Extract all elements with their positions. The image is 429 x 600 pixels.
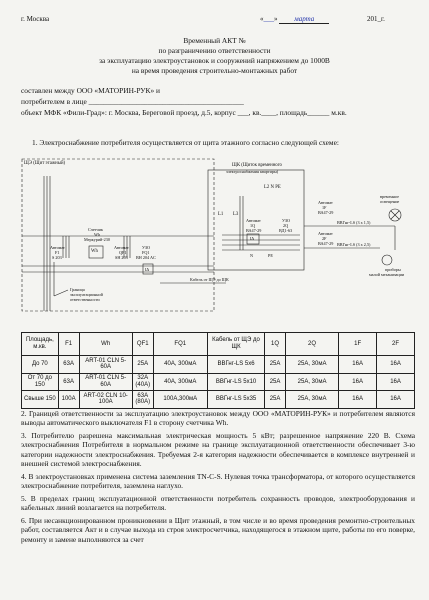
devices-label-1: приборы	[385, 267, 401, 272]
cell: 25А	[265, 373, 286, 391]
cell: ВВГнг-LS 5х35	[207, 391, 264, 409]
devices-label-2: малой механизации	[369, 272, 405, 277]
date-year: 201	[367, 15, 378, 23]
cell: 100А,300мА	[153, 391, 207, 409]
cable-2-label: ВВГнг-LS (3 х 2,5)	[337, 242, 371, 247]
panel-temp-label-2: электроснабжения квартиры)	[226, 169, 279, 174]
floor-panel-box	[22, 159, 214, 311]
th-cable: Кабель от ЩЭ до ЩК	[207, 333, 264, 356]
paragraph-3: 3. Потребителю разрешена максимальная электрическая мощность 5 кВт; разрешенное напряжение 220 В. Схема электроснабжения Потребителя в нормальном режиме на границе эксплуатационной ответственности обеспечивает 3-ю категории надежности электроснабжения. Требуемая 2-я категория надежности обеспечивается в комплексе внутренней и внешней системой электроснабжения.	[21, 431, 415, 469]
auto-2f-label-3: ВА47-29	[318, 241, 334, 246]
uzo-fq1-label-1: УЗО	[142, 245, 151, 250]
cell: Свыше 150	[22, 391, 59, 409]
section-1: 1. Электроснабжение потребителя осуществляется от щита этажного согласно следующей схеме:	[32, 138, 339, 147]
cell: 63А	[58, 356, 79, 374]
auto-1q-label-3: ВА47-29	[246, 228, 262, 233]
th-2f: 2F	[377, 333, 415, 356]
panel-floor-label: ЩЭ (Щит этажный)	[24, 161, 66, 166]
uzo-2q-label-1: УЗО	[282, 218, 291, 223]
uzo-2q-label-3: ВД1-63	[279, 228, 293, 233]
border-label-1: Граница	[70, 287, 85, 292]
title-line-4: на время проведения строительно-монтажных работ	[131, 66, 298, 75]
cell: 16А	[339, 356, 377, 374]
title-line-1: Временный АКТ №	[183, 36, 246, 45]
auto-f1-label-2: F1	[55, 250, 60, 255]
th-1f: 1F	[339, 333, 377, 356]
border-label-2: эксплуатационной	[70, 292, 103, 297]
cell: ВВГнг-LS 5х10	[207, 373, 264, 391]
cable-1-label: ВВГнг-LS (3 х 1,5)	[337, 220, 371, 225]
auto-1q-label-1: Автомат	[246, 218, 261, 223]
cell: 25А, 30мА	[285, 356, 338, 374]
auto-2f-label-1: Автомат	[318, 231, 333, 236]
meter-label-3: Меркурий-230	[84, 237, 110, 242]
table-header-row	[22, 333, 415, 356]
auto-qf1-label-2: QF1	[119, 250, 127, 255]
cell: ART-01 CLN 5-60А	[79, 356, 132, 374]
paragraph-4: 4. В электроустановках применена система заземления TN-C-S. Нулевая точка трансформатора, от которого осуществляется электроснабжение потребителя, заземлена наглухо.	[21, 472, 415, 491]
auto-1f-label-1: Автомат	[318, 200, 333, 205]
auto-2f-label-2: 2F	[322, 236, 327, 241]
l3-label: L3	[233, 212, 239, 217]
auto-qf1-label-1: Автомат	[114, 245, 129, 250]
auto-f1-label-1: Автомат	[50, 245, 65, 250]
th-f1: F1	[58, 333, 79, 356]
uzo-fq1-label-3: BH 204 AC	[136, 255, 156, 260]
th-wh: Wh	[79, 333, 132, 356]
l2npe-label: L2 N PE	[264, 185, 281, 190]
uzo-fq1-label-2: FQ1	[142, 250, 150, 255]
cell: 25А, 30мА	[285, 373, 338, 391]
l1-label: L1	[218, 212, 224, 217]
date-line: «___» марта 201_г.	[260, 15, 385, 23]
cell: 25А	[265, 391, 286, 409]
cell: 40А, 300мА	[153, 356, 207, 374]
table-row	[22, 356, 415, 374]
panel-temp-label-1: ЩК (Щиток временного	[232, 163, 282, 168]
cable-shche-label: Кабель от ЩЭ до ЩК	[190, 277, 229, 282]
intro-line-1: составлен между ООО «МАТОРИН-РУК» и	[21, 86, 160, 95]
title-line-3: за эксплуатацию электроустановок и сооружений напряжением до 1000В	[99, 56, 330, 65]
paragraph-6: 6. При несанкционированном проникновении в Щит этажный, в том числе и во время проведения ремонтно-строительных работ, составляется Акт и в случае выхода из строя электросчетчика, находящегося в этажном щите, работы по его поверке, ремонту и замене выполняются за счет	[21, 516, 415, 544]
cell: 32А (40А)	[132, 373, 153, 391]
table-row	[22, 391, 415, 409]
cell: 63А (80А)	[132, 391, 153, 409]
cell: 40А, 300мА	[153, 373, 207, 391]
auto-1q-label-2: 1Q	[250, 223, 256, 228]
uzo-2q-symbol: IΔ	[250, 236, 255, 241]
cell: 16А	[377, 356, 415, 374]
cell: 25А	[265, 356, 286, 374]
cell: 25А, 30мА	[285, 391, 338, 409]
date-quote-open: «	[260, 15, 264, 23]
meter-label-1: Счетчик	[88, 227, 103, 232]
cell: ART-02 CLN 10-100А	[79, 391, 132, 409]
paragraph-2: 2. Границей ответственности за эксплуатацию электроустановок между ООО «МАТОРИН-РУК» и потребителем являются выводы автоматического выключателя F1 в сторону счетчика Wh.	[21, 409, 415, 428]
cell: От 70 до 150	[22, 373, 59, 391]
date-year-suffix: г.	[381, 15, 385, 23]
pe-bus-label: PE	[268, 253, 273, 258]
auto-1f-label-3: ВА47-29	[318, 210, 334, 215]
lighting-label-2: освещение	[380, 199, 400, 204]
n-bus-label: N	[250, 253, 254, 258]
th-qf1: QF1	[132, 333, 153, 356]
cell: 16А	[339, 391, 377, 409]
uzo-fq1-symbol: IΔ	[145, 267, 150, 272]
cell: 100А	[58, 391, 79, 409]
table-row	[22, 373, 415, 391]
date-day: ___	[263, 15, 274, 23]
th-1q: 1Q	[265, 333, 286, 356]
city: г. Москва	[21, 15, 50, 23]
cell: 16А	[339, 373, 377, 391]
paragraph-5: 5. В пределах границ эксплуатационной ответственности потребитель сохранность проводов, электрооборудования и кабельных линий возлагается на потребителя.	[21, 494, 415, 513]
cell: 16А	[377, 391, 415, 409]
uzo-2q-label-2: 2Q	[283, 223, 289, 228]
th-fq1: FQ1	[153, 333, 207, 356]
meter-label-2: Wh	[94, 232, 101, 237]
socket-symbol	[382, 255, 392, 265]
cell: До 70	[22, 356, 59, 374]
lighting-label-1: временное	[380, 194, 399, 199]
auto-f1-label-3: S 203	[52, 255, 62, 260]
cell: ВВГнг-LS 5х6	[207, 356, 264, 374]
date-month: марта	[279, 15, 329, 24]
date-quote-close: »	[274, 15, 278, 23]
cell: 16А	[377, 373, 415, 391]
intro-line-2: потребителем в лице __________________________________________	[21, 97, 244, 106]
intro-line-3: объект МФК «Фили-Град»: г. Москва, Береговой проезд, д.5, корпус ___, кв.____, площадь______ м.кв.	[21, 108, 347, 117]
equipment-table	[21, 332, 415, 409]
th-area: Площадь, м.кв.	[22, 333, 59, 356]
th-2q: 2Q	[285, 333, 338, 356]
cell: 63А	[58, 373, 79, 391]
title-line-2: по разграничению ответственности	[158, 46, 271, 55]
auto-1f-label-2: 1F	[322, 205, 327, 210]
border-label-3: ответственности	[70, 297, 100, 302]
cell: ART-01 CLN 5-60А	[79, 373, 132, 391]
cell: 25А	[132, 356, 153, 374]
auto-qf1-label-3: SH 203	[115, 255, 128, 260]
meter-wh-symbol: Wh	[91, 249, 98, 254]
